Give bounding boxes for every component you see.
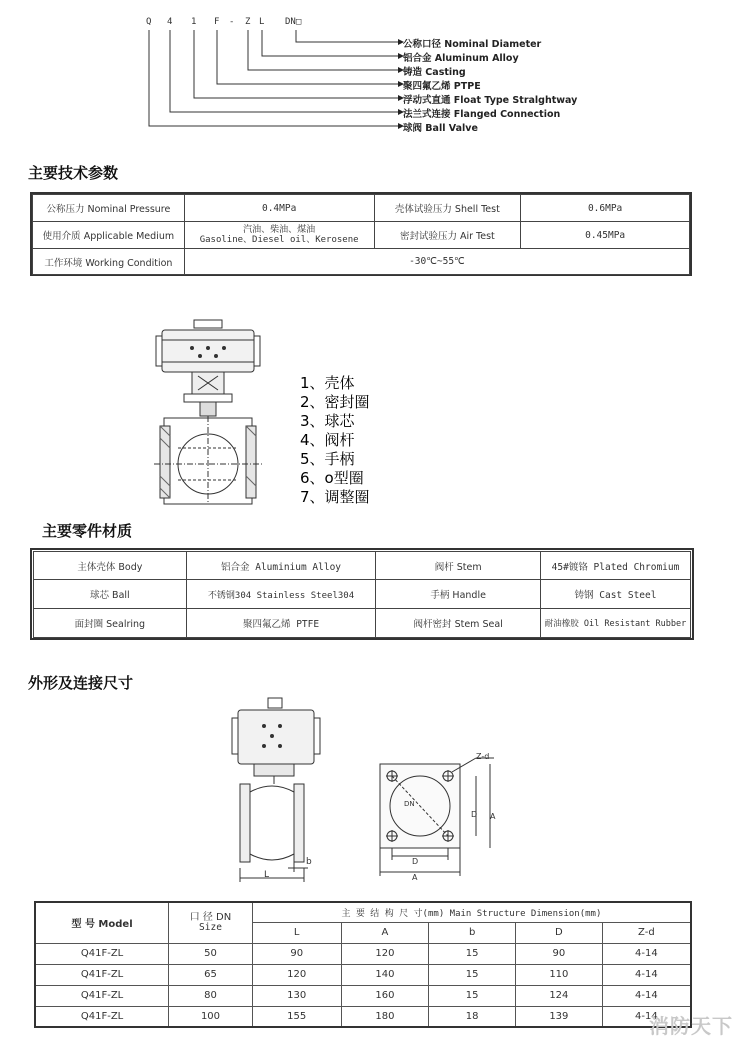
valve-side-view-drawing — [228, 696, 328, 890]
cell-d: 110 — [516, 964, 603, 985]
dim-label-a2: A — [412, 873, 418, 882]
subheader-l: L — [252, 922, 341, 943]
cell-dn: 100 — [169, 1006, 253, 1027]
cell-b: 18 — [429, 1006, 516, 1027]
valve-section-drawing — [150, 318, 265, 508]
header-model: 型 号 Model — [35, 902, 169, 943]
subheader-d: D — [516, 922, 603, 943]
cell-dn: 65 — [169, 964, 253, 985]
working-condition-value: -30℃~55℃ — [184, 249, 689, 275]
part-item: 6、o型圈 — [300, 469, 364, 487]
materials-table — [33, 551, 691, 638]
cell-b: 15 — [429, 964, 516, 985]
material-row — [34, 552, 691, 580]
flange-view-drawing — [372, 752, 502, 888]
tech-row — [33, 195, 690, 222]
dimensions-title: 外形及连接尺寸 — [28, 674, 134, 692]
table-row — [35, 985, 691, 1006]
code-letter-dash: - — [229, 17, 235, 27]
dim-label-d: D — [471, 810, 478, 819]
part-item: 7、调整圈 — [300, 488, 370, 506]
cell-zd: 4-14 — [602, 1006, 691, 1027]
code-letter-4: 4 — [167, 17, 173, 27]
applicable-medium-value — [184, 222, 374, 249]
cell-d: 90 — [516, 943, 603, 964]
applicable-medium-label: 使用介质 Applicable Medium — [33, 222, 185, 249]
dim-header-row — [35, 902, 691, 922]
cell-l: 120 — [252, 964, 341, 985]
header-main-dimension: 主 要 结 构 尺 寸(mm) Main Structure Dimension(mm) — [252, 902, 691, 922]
dim-label-a: A — [490, 812, 496, 821]
material-part: 主体壳体 Body — [34, 552, 187, 580]
parts-list — [300, 374, 370, 507]
air-test-value: 0.45MPa — [521, 222, 690, 249]
cell-model: Q41F-ZL — [35, 943, 169, 964]
air-test-label: 密封试验压力 Air Test — [374, 222, 521, 249]
cell-a: 160 — [341, 985, 429, 1006]
cell-dn: 50 — [169, 943, 253, 964]
cell-model: Q41F-ZL — [35, 964, 169, 985]
legend-ball-valve: 球阀 Ball Valve — [403, 123, 478, 134]
legend-flanged: 法兰式连接 Flanged Connection — [403, 109, 561, 120]
dim-label-zd: Z-d — [476, 752, 490, 761]
table-row — [35, 1006, 691, 1027]
cell-a: 140 — [341, 964, 429, 985]
dim-label-b: b — [306, 857, 312, 867]
material-spec: 耐油橡胶 Oil Resistant Rubber — [541, 609, 691, 638]
material-spec: 45#镀铬 Plated Chromium — [541, 552, 691, 580]
part-item: 4、阀杆 — [300, 431, 355, 449]
tech-params-title: 主要技术参数 — [28, 164, 119, 182]
cell-zd: 4-14 — [602, 943, 691, 964]
material-row — [34, 580, 691, 609]
subheader-zd: Z-d — [602, 922, 691, 943]
cell-dn: 80 — [169, 985, 253, 1006]
cell-a: 120 — [341, 943, 429, 964]
material-part: 球芯 Ball — [34, 580, 187, 609]
nominal-pressure-value: 0.4MPa — [184, 195, 374, 222]
watermark: 消防天下 — [649, 1014, 733, 1038]
code-letter-z: Z — [245, 17, 251, 27]
header-size-line2: Size — [199, 921, 222, 933]
tech-params-table — [32, 194, 690, 275]
material-part: 面封圈 Sealring — [34, 609, 187, 638]
cell-l: 90 — [252, 943, 341, 964]
material-spec: 不锈钢304 Stainless Steel304 — [186, 580, 376, 609]
cell-model: Q41F-ZL — [35, 985, 169, 1006]
legend-casting: 铸造 Casting — [403, 67, 466, 78]
legend-ptpe: 聚四氟乙烯 PTPE — [403, 81, 481, 92]
cell-d: 139 — [516, 1006, 603, 1027]
cell-model: Q41F-ZL — [35, 1006, 169, 1027]
part-item: 3、球芯 — [300, 412, 355, 430]
medium-chinese: 汽油、柴油、煤油 — [243, 225, 316, 235]
part-item: 2、密封圈 — [300, 393, 370, 411]
code-letter-f: F — [214, 17, 220, 27]
part-item: 1、壳体 — [300, 374, 355, 392]
part-item: 5、手柄 — [300, 450, 355, 468]
shell-test-value: 0.6MPa — [521, 195, 690, 222]
table-row — [35, 964, 691, 985]
code-letter-q: Q — [146, 17, 152, 27]
code-letter-l: L — [259, 17, 265, 27]
cell-a: 180 — [341, 1006, 429, 1027]
tech-row — [33, 222, 690, 249]
cell-d: 124 — [516, 985, 603, 1006]
code-letter-dn: DN□ — [285, 17, 302, 27]
code-letter-1: 1 — [191, 17, 197, 27]
shell-test-label: 壳体试验压力 Shell Test — [374, 195, 521, 222]
legend-nominal-diameter: 公称口径 Nominal Diameter — [403, 39, 542, 50]
cell-zd: 4-14 — [602, 985, 691, 1006]
dim-label-l: L — [264, 870, 270, 880]
nominal-pressure-label: 公称压力 Nominal Pressure — [33, 195, 185, 222]
cell-zd: 4-14 — [602, 964, 691, 985]
model-code-lines — [0, 0, 745, 140]
subheader-b: b — [429, 922, 516, 943]
tech-row — [33, 249, 690, 275]
dim-label-d2: D — [412, 857, 419, 866]
materials-title: 主要零件材质 — [42, 522, 133, 540]
header-size-line1: 口 径 DN — [189, 911, 232, 923]
material-spec: 铸钢 Cast Steel — [541, 580, 691, 609]
legend-float-type: 浮动式直通 Float Type Stralghtway — [403, 95, 578, 106]
subheader-a: A — [341, 922, 429, 943]
material-spec: 聚四氟乙烯 PTFE — [186, 609, 376, 638]
medium-english: Gasoline、Diesel oil、Kerosene — [199, 235, 359, 245]
dimensions-table — [34, 901, 692, 1028]
cell-b: 15 — [429, 943, 516, 964]
material-spec: 铝合金 Aluminium Alloy — [186, 552, 376, 580]
working-condition-label: 工作环境 Working Condition — [33, 249, 185, 275]
material-part: 阀杆 Stem — [376, 552, 541, 580]
material-row — [34, 609, 691, 638]
material-part: 阀杆密封 Stem Seal — [376, 609, 541, 638]
dim-label-dn: DN — [404, 800, 415, 808]
header-size — [169, 902, 253, 943]
legend-aluminum-alloy: 铝合金 Aluminum Alloy — [403, 53, 519, 64]
cell-l: 130 — [252, 985, 341, 1006]
cell-l: 155 — [252, 1006, 341, 1027]
cell-b: 15 — [429, 985, 516, 1006]
table-row — [35, 943, 691, 964]
material-part: 手柄 Handle — [376, 580, 541, 609]
